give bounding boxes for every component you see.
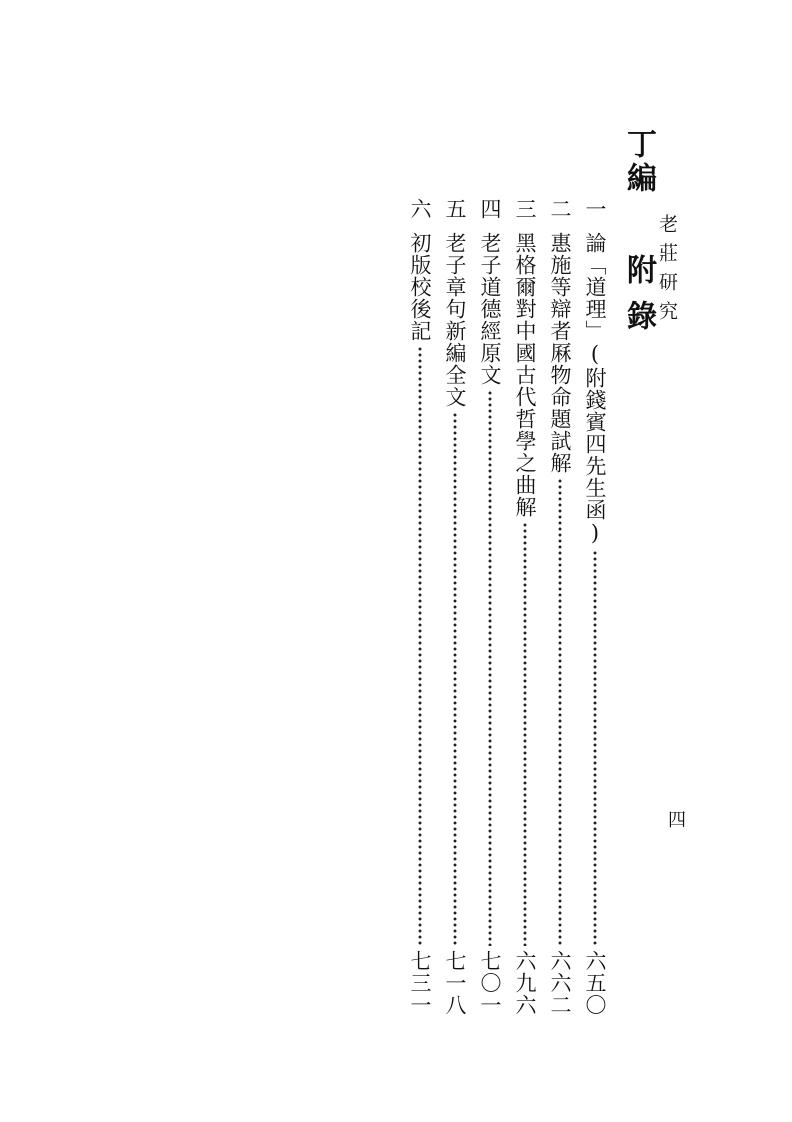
dot-leader [558,478,562,946]
dot-leader [523,522,527,946]
running-title: 老莊研究 [656,214,678,330]
toc-entry[interactable] [545,198,575,1016]
toc-entry-number: 二 [548,198,572,219]
dot-leader [418,346,422,946]
toc-entry[interactable] [440,198,470,1016]
dot-leader [593,550,597,946]
toc-entry-number: 一 [583,198,607,219]
toc-entry-title: 惠施等辯者厤物命題試解 [548,232,572,474]
toc-entry[interactable] [510,198,540,1016]
page-number: 四 [665,810,686,828]
toc-entry[interactable] [475,198,505,1016]
toc-entry-page: 六六二 [548,950,572,1016]
toc-entry-number: 五 [443,198,467,219]
toc-entry-title: 老子道德經原文 [478,232,502,386]
section-subtitle: 附錄 [621,254,656,346]
toc-entry-page: 六九六 [513,950,537,1016]
toc-entry-page: 六五〇 [583,950,607,1016]
toc-entry-page: 七〇一 [478,950,502,1016]
toc-entry-title: 黑格爾對中國古代哲學之曲解 [513,232,537,518]
section-title: 丁編 [621,128,656,196]
toc-entry[interactable] [580,198,610,1016]
dot-leader [453,412,457,946]
toc-entry-title: 初版校後記 [408,232,432,342]
dot-leader [488,390,492,946]
toc-entry-number: 三 [513,198,537,219]
toc-entry-number: 四 [478,198,502,219]
toc-entry-title: 論「道理」(附錢賓四先生函) [583,232,607,546]
toc-entry-number: 六 [408,198,432,219]
toc-entry[interactable] [405,198,435,1016]
toc-entry-title: 老子章句新編全文 [443,232,467,408]
toc-entry-page: 七三一 [408,950,432,1016]
toc-entry-page: 七一八 [443,950,467,1016]
